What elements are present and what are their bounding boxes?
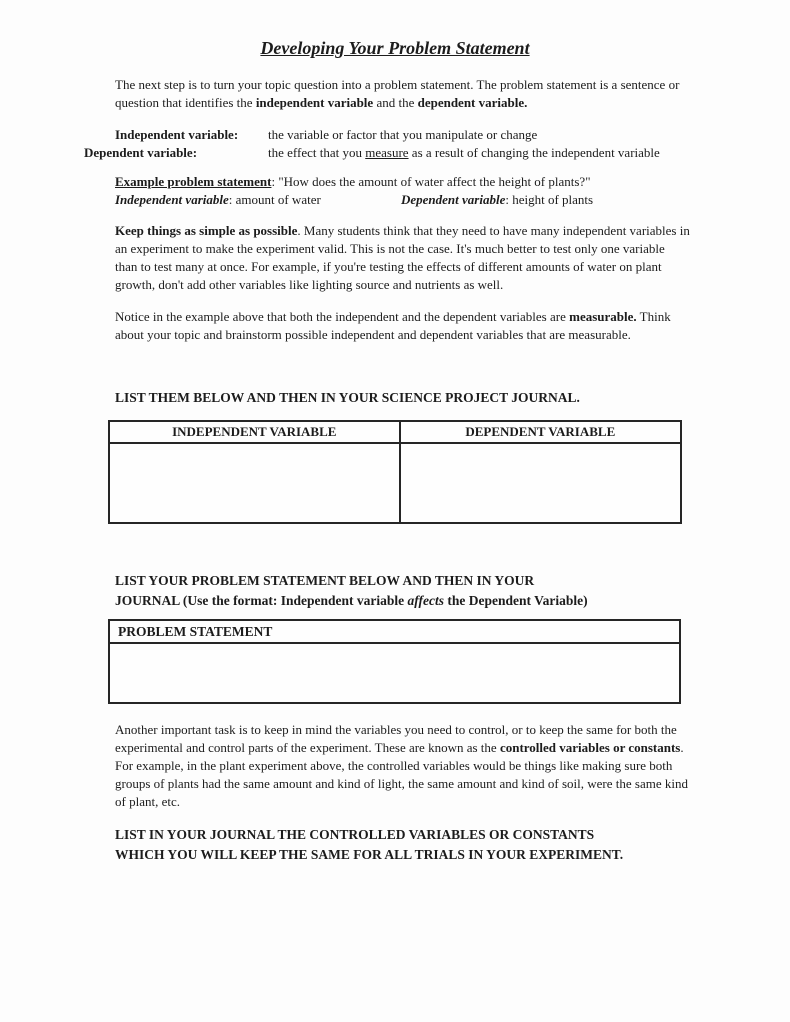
variables-table-entry-row	[109, 443, 681, 523]
measure-underlined-word: measure	[365, 145, 409, 160]
variables-table-header-row	[109, 421, 681, 443]
keep-simple-paragraph	[115, 222, 690, 294]
example-dv-label: Dependent variable	[401, 192, 506, 207]
controlled-variables-bold: controlled variables or constants	[499, 740, 681, 755]
dependent-variable-term: dependent variable.	[417, 95, 528, 110]
ps-heading-line1: LIST YOUR PROBLEM STATEMENT BELOW AND THEN IN YOUR	[115, 573, 535, 588]
dependent-variable-column-header: DEPENDENT VARIABLE	[400, 421, 681, 443]
intro-text-1: The next step is to turn your topic question into a problem statement. The problem statement is a sentence or question that identifies the	[115, 77, 680, 110]
problem-statement-box-header: PROBLEM STATEMENT	[110, 621, 679, 644]
example-independent	[115, 191, 401, 209]
example-iv-label: Independent variable	[115, 192, 229, 207]
notice-paragraph	[115, 308, 690, 344]
example-separator: :	[271, 174, 279, 189]
variables-table	[108, 420, 682, 524]
dependent-definition-pre: the effect that you	[268, 145, 366, 160]
example-statement-line	[115, 173, 690, 191]
independent-variable-label: Independent variable:	[115, 127, 239, 142]
notice-text-2: Think about your topic and brainstorm possible independent and dependent variables that are measurable.	[115, 309, 671, 342]
example-label: Example problem statement	[115, 174, 272, 189]
example-dependent	[401, 191, 593, 209]
control-text-2: . For example, in the plant experiment above, the controlled variables would be things like making sure both groups of plants had the same amount and kind of light, the same amount and kind of soil, were the same kind of plant, etc.	[115, 740, 688, 809]
definitions-block	[84, 126, 690, 162]
example-iv-value: : amount of water	[228, 192, 321, 207]
example-dv-value: : height of plants	[505, 192, 594, 207]
journal-heading	[115, 825, 690, 865]
independent-variable-term: independent variable	[255, 95, 374, 110]
problem-statement-heading	[115, 571, 690, 611]
intro-text-2: and the	[373, 95, 418, 110]
dependent-variable-entry-cell	[400, 443, 681, 523]
independent-variable-column-header: INDEPENDENT VARIABLE	[109, 421, 400, 443]
journal-heading-line1: LIST IN YOUR JOURNAL THE CONTROLLED VARIABLES OR CONSTANTS	[115, 827, 595, 842]
example-block	[115, 173, 690, 209]
problem-statement-entry-area	[110, 644, 679, 702]
dependent-definition-post: as a result of changing the independent variable	[408, 145, 660, 160]
notice-text-1: Notice in the example above that both the independent and the dependent variables are	[115, 309, 570, 324]
example-statement: "How does the amount of water affect the height of plants?"	[278, 174, 591, 189]
dependent-variable-definition	[268, 144, 666, 162]
journal-heading-line2: WHICH YOU WILL KEEP THE SAME FOR ALL TRIALS IN YOUR EXPERIMENT.	[115, 847, 624, 862]
ps-heading-line2-post: the Dependent Variable)	[444, 593, 588, 608]
control-text-1: Another important task is to keep in mind the variables you need to control, or to keep the same for both the experimental and control parts of the experiment. These are known as the	[115, 722, 677, 755]
list-them-heading: LIST THEM BELOW AND THEN IN YOUR SCIENCE PROJECT JOURNAL.	[115, 390, 580, 405]
keep-simple-text: . Many students think that they need to have many independent variables in an experiment to make the experiment valid. This is not the case. It's much better to test only one variable than to test many at once. For example, if you're testing the effects of different amounts of water on plant growth, don't add other variables like lighting source and nutrients as well.	[115, 223, 690, 292]
page-title-text: Developing Your Problem Statement	[260, 38, 530, 58]
page-title	[0, 36, 790, 60]
measurable-bold: measurable.	[569, 309, 637, 324]
controlled-variables-paragraph	[115, 721, 690, 811]
keep-simple-bold: Keep things as simple as possible	[115, 223, 298, 238]
independent-variable-definition: the variable or factor that you manipulate or change	[268, 127, 538, 142]
problem-statement-box	[108, 619, 681, 704]
intro-paragraph	[115, 76, 690, 112]
dependent-variable-label: Dependent variable:	[84, 145, 198, 160]
affects-italic-word: affects	[407, 593, 444, 608]
example-variables-line	[115, 191, 690, 209]
independent-variable-entry-cell	[109, 443, 400, 523]
ps-heading-line2-pre: JOURNAL (Use the format: Independent variable	[115, 593, 408, 608]
